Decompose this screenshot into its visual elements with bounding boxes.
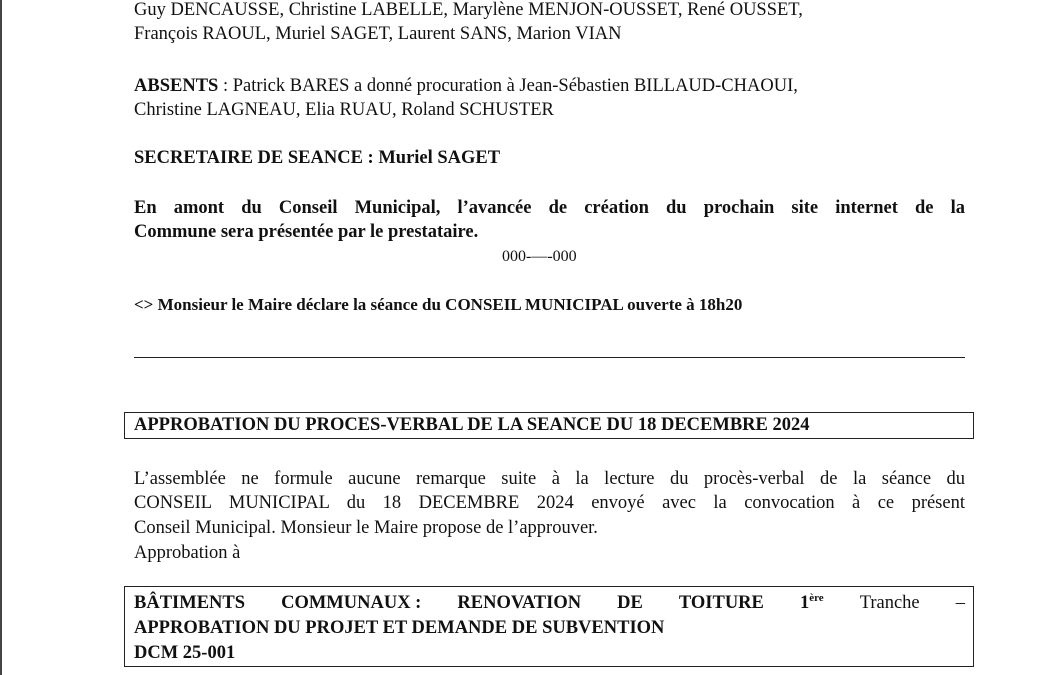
section-2-title-line-2: APPROBATION DU PROJET ET DEMANDE DE SUBVENTION xyxy=(134,618,665,638)
ordinal-number: 1 xyxy=(799,593,810,613)
section-2-word: BÂTIMENTS xyxy=(134,593,246,613)
opening-statement: <> Monsieur le Maire déclare la séance du CONSEIL MUNICIPAL ouverte à 18h20 xyxy=(134,295,743,314)
page-left-edge xyxy=(0,0,2,675)
preamble-line-1: En amont du Conseil Municipal, l’avancée de création du prochain site internet de la xyxy=(134,198,965,218)
absents-label: ABSENTS xyxy=(134,76,219,96)
section-1-body-line-2: CONSEIL MUNICIPAL du 18 DECEMBRE 2024 envoyé avec la convocation à ce présent xyxy=(134,493,965,513)
ordinal-suffix: ère xyxy=(809,592,824,604)
section-2-tranche: Tranche xyxy=(859,593,920,613)
section-2-word: RENOVATION xyxy=(457,593,582,613)
section-2-word: DE xyxy=(617,593,643,613)
secretaire-de-seance: SECRETAIRE DE SEANCE : Muriel SAGET xyxy=(134,148,501,168)
absents-line-1-text: : Patrick BARES a donné procuration à Jean-Sébastien BILLAUD-CHAOUI, xyxy=(218,76,798,96)
section-1-body-line-1: L’assemblée ne formule aucune remarque suite à la lecture du procès-verbal de la séance du xyxy=(134,469,965,489)
preamble-line-2: Commune sera présentée par le prestataire. xyxy=(134,222,479,242)
section-2-title-box xyxy=(124,586,974,667)
section-2-dcm-number: DCM 25-001 xyxy=(134,643,236,663)
section-1-title: APPROBATION DU PROCES-VERBAL DE LA SEANCE DU 18 DECEMBRE 2024 xyxy=(134,415,810,435)
presents-line-2: François RAOUL, Muriel SAGET, Laurent SANS, Marion VIAN xyxy=(134,24,622,44)
presents-line-1: Guy DENCAUSSE, Christine LABELLE, Marylène MENJON-OUSSET, René OUSSET, xyxy=(134,0,803,20)
separator: 000-—-000 xyxy=(502,248,577,265)
section-1-body-line-3: Conseil Municipal. Monsieur le Maire propose de l’approuver. xyxy=(134,518,598,538)
section-1-title-box xyxy=(124,412,974,439)
section-2-dash: – xyxy=(955,593,965,613)
section-2-title-line-1 xyxy=(134,593,965,614)
absents-line-2: Christine LAGNEAU, Elia RUAU, Roland SCHUSTER xyxy=(134,100,554,120)
section-2-word: COMMUNAUX : xyxy=(281,593,422,613)
section-2-word: TOITURE xyxy=(678,593,764,613)
absents-line-1 xyxy=(134,76,798,97)
section-2-ordinal xyxy=(800,593,824,614)
section-1-approval: Approbation à xyxy=(134,543,241,563)
horizontal-rule xyxy=(134,357,965,358)
